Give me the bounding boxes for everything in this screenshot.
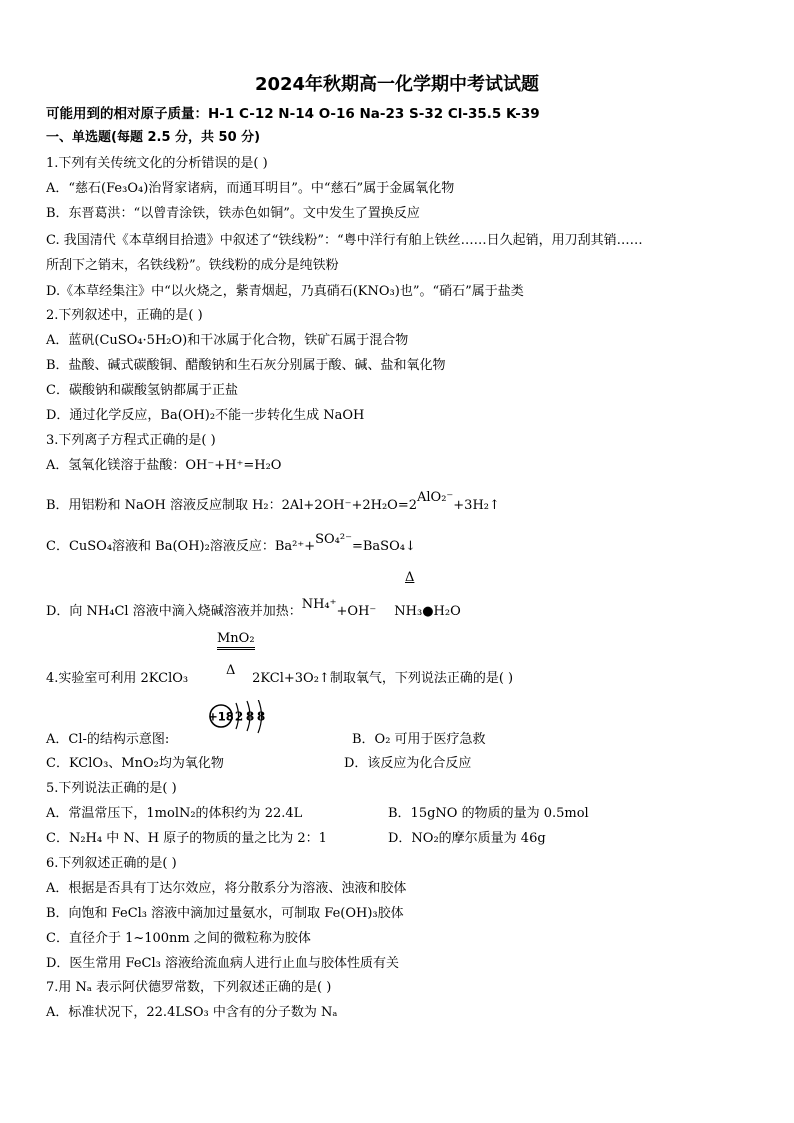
- question-3-option-d: [46, 597, 461, 620]
- stem-tail: 2KCl+3O₂↑制取氧气，下列说法正确的是( ): [252, 671, 514, 686]
- option-d-middle: +OH⁻: [336, 604, 377, 619]
- question-1-option-c-cont: 所刮下之销末，名铁线粉”。铁线粉的成分是纯铁粉: [46, 258, 339, 273]
- shell-electrons-1: 2: [234, 709, 244, 724]
- question-6-option-c: C．直径介于 1~100nm 之间的微粒称为胶体: [46, 931, 311, 946]
- shell-electrons-3: 8: [256, 709, 266, 724]
- question-5-stem: 5.下列说法正确的是( ): [46, 781, 177, 796]
- heat-condition-2: Δ: [226, 663, 236, 678]
- chlorine-atom-diagram: [208, 700, 278, 740]
- sulfate-ion: SO₄²⁻: [315, 532, 352, 547]
- nucleus-charge: +18: [208, 709, 234, 724]
- section-heading: 一、单选题(每题 2.5 分，共 50 分): [46, 130, 261, 145]
- question-6-option-d: D．医生常用 FeCl₃ 溶液给流血病人进行止血与胶体性质有关: [46, 956, 400, 971]
- heat-condition: Δ: [405, 570, 415, 585]
- question-6-option-a: A．根据是否具有丁达尔效应，将分散系分为溶液、浊液和胶体: [46, 881, 407, 896]
- question-4-stem: [46, 671, 513, 687]
- question-3-option-b: [46, 490, 500, 514]
- question-6-option-b: B．向饱和 FeCl₃ 溶液中滴加过量氨水，可制取 Fe(OH)₃胶体: [46, 906, 404, 921]
- option-c-tail: =BaSO₄↓: [351, 539, 416, 554]
- stem-lead: 4.实验室可利用 2KClO₃: [46, 671, 189, 686]
- option-b-tail: +3H₂↑: [453, 498, 500, 513]
- question-3-option-c: [46, 532, 416, 555]
- aluminate-ion: AlO₂⁻: [417, 490, 454, 505]
- question-2-option-d: D．通过化学反应，Ba(OH)₂不能一步转化生成 NaOH: [46, 408, 365, 423]
- question-1-option-b: B．东晋葛洪：“以曾青涂铁，铁赤色如铜”。文中发生了置换反应: [46, 206, 420, 221]
- question-5-option-d: D．NO₂的摩尔质量为 46g: [388, 831, 546, 846]
- question-5-option-b: B．15gNO 的物质的量为 0.5mol: [388, 806, 589, 821]
- question-2-option-b: B．盐酸、碱式碳酸铜、醋酸钠和生石灰分别属于酸、碱、盐和氧化物: [46, 358, 446, 373]
- question-6-stem: 6.下列叙述正确的是( ): [46, 856, 177, 871]
- catalyst-label: MnO₂: [217, 632, 255, 650]
- option-d-lead: D．向 NH₄Cl 溶液中滴入烧碱溶液并加热：: [46, 604, 302, 619]
- question-2-option-c: C．碳酸钠和碳酸氢钠都属于正盐: [46, 383, 238, 398]
- question-3-stem: 3.下列离子方程式正确的是( ): [46, 433, 216, 448]
- question-1-option-c: C. 我国清代《本草纲目拾遗》中叙述了“铁线粉”：“粤中洋行有舶上铁丝……日久起销，用刀刮其销……: [46, 233, 643, 248]
- question-5-option-c: C．N₂H₄ 中 N、H 原子的物质的量之比为 2：1: [46, 831, 327, 846]
- question-5-option-a: A．常温常压下，1molN₂的体积约为 22.4L: [46, 806, 303, 821]
- question-7-option-a: A．标准状况下，22.4LSO₃ 中含有的分子数为 Nₐ: [46, 1005, 338, 1020]
- question-4-option-a: A．Cl-的结构示意图:: [46, 732, 170, 747]
- question-1-stem: 1.下列有关传统文化的分析错误的是( ): [46, 156, 268, 171]
- question-3-option-a: A．氢氧化镁溶于盐酸：OH⁻+H⁺=H₂O: [46, 458, 282, 473]
- question-2-option-a: A．蓝矾(CuSO₄·5H₂O)和干冰属于化合物，铁矿石属于混合物: [46, 333, 409, 348]
- option-d-product: NH₃●H₂O: [394, 604, 461, 619]
- page-title: 2024年秋期高一化学期中考试试题: [254, 74, 540, 95]
- option-b-lead: B．用铝粉和 NaOH 溶液反应制取 H₂：2Al+2OH⁻+2H₂O=2: [46, 498, 417, 513]
- shell-electrons-2: 8: [245, 709, 255, 724]
- question-4-option-d: D．该反应为化合反应: [344, 756, 472, 771]
- question-2-stem: 2.下列叙述中，正确的是( ): [46, 308, 203, 323]
- question-1-option-d: D.《本草经集注》中“以火烧之，紫青烟起，乃真硝石(KNO₃)也”。“硝石”属于盐类: [46, 284, 524, 299]
- atomic-masses: 可能用到的相对原子质量：H-1 C-12 N-14 O-16 Na-23 S-32 Cl-35.5 K-39: [46, 106, 540, 122]
- question-1-option-a: A．“慈石(Fe₃O₄)治肾家诸病，而通耳明目”。中“慈石”属于金属氧化物: [46, 181, 455, 196]
- option-c-lead: C．CuSO₄溶液和 Ba(OH)₂溶液反应：Ba²⁺+: [46, 539, 316, 554]
- question-4-option-b: B．O₂ 可用于医疗急救: [352, 732, 486, 747]
- question-7-stem: 7.用 Nₐ 表示阿伏德罗常数，下列叙述正确的是( ): [46, 980, 332, 995]
- ammonium-ion: NH₄⁺: [301, 597, 337, 612]
- question-4-option-c: C．KClO₃、MnO₂均为氧化物: [46, 756, 224, 771]
